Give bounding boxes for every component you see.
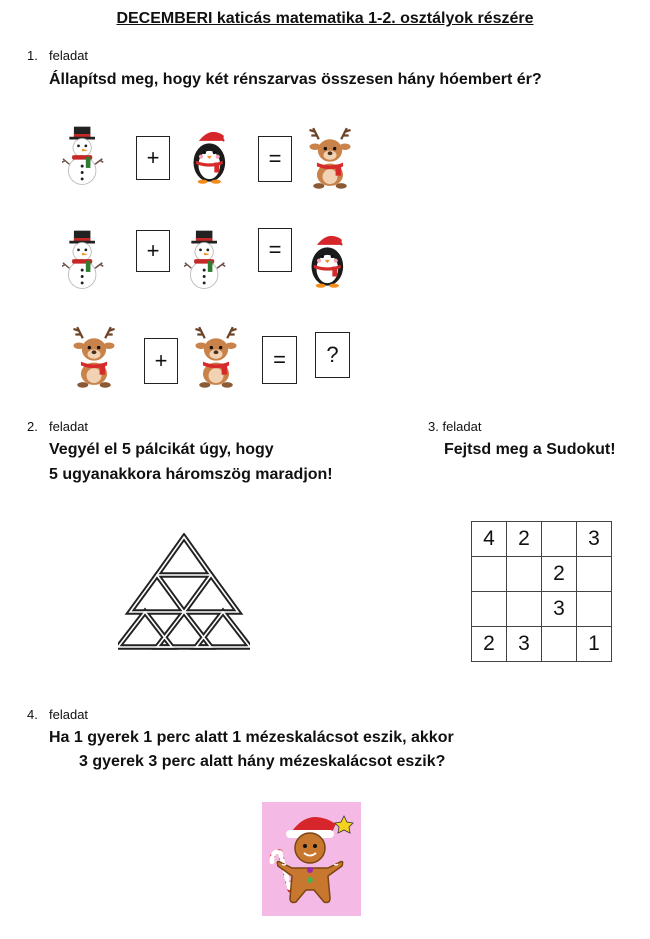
sudoku-cell[interactable]: 3 [577, 522, 612, 557]
task2-line2: 5 ugyanakkora háromszög maradjon! [49, 466, 333, 483]
task1-number: 1. [27, 48, 38, 63]
sudoku-cell[interactable]: 2 [507, 522, 542, 557]
sudoku-cell[interactable] [577, 557, 612, 592]
sudoku-cell[interactable] [577, 592, 612, 627]
sudoku-cell[interactable] [507, 592, 542, 627]
reindeer-icon [66, 320, 122, 392]
sudoku-cell[interactable] [472, 592, 507, 627]
sudoku-cell[interactable]: 1 [577, 627, 612, 662]
task2-number: 2. [27, 419, 38, 434]
sudoku-cell[interactable]: 3 [507, 627, 542, 662]
penguin-icon [304, 224, 354, 294]
equals-box: = [262, 336, 297, 384]
snowman-icon [184, 226, 239, 294]
sudoku-cell[interactable] [542, 522, 577, 557]
answer-box[interactable]: ? [315, 332, 350, 378]
sudoku-cell[interactable]: 2 [542, 557, 577, 592]
sudoku-cell[interactable] [507, 557, 542, 592]
plus-box: + [136, 230, 170, 272]
sudoku-row [472, 627, 612, 662]
task4-line1: Ha 1 gyerek 1 perc alatt 1 mézeskalácsot eszik, akkor [49, 729, 454, 746]
sudoku-row [472, 557, 612, 592]
plus-box: + [136, 136, 170, 180]
sudoku-row [472, 592, 612, 627]
equals-box: = [258, 228, 292, 272]
sudoku-cell[interactable] [542, 627, 577, 662]
task1-question: Állapítsd meg, hogy két rénszarvas összesen hány hóembert ér? [49, 71, 542, 88]
task4-label: feladat [49, 707, 89, 722]
sudoku-cell[interactable]: 4 [472, 522, 507, 557]
task1-label: feladat [49, 48, 89, 63]
reindeer-icon [302, 122, 358, 192]
sudoku-row [472, 522, 612, 557]
sudoku-cell[interactable]: 3 [542, 592, 577, 627]
task2-line1: Vegyél el 5 pálcikát úgy, hogy [49, 441, 274, 458]
task4-line2: 3 gyerek 3 perc alatt hány mézeskalácsot eszik? [79, 753, 446, 770]
page-title: DECEMBERI katicás matematika 1-2. osztályok részére [116, 10, 534, 27]
sudoku-cell[interactable]: 2 [472, 627, 507, 662]
sudoku-grid [471, 521, 612, 662]
snowman-icon [62, 122, 117, 190]
task4-number: 4. [27, 707, 38, 722]
task2-label: feladat [49, 419, 89, 434]
equals-box: = [258, 136, 292, 182]
gingerbread-icon [262, 802, 361, 916]
penguin-icon [186, 120, 236, 190]
task3-label: 3. feladat [428, 419, 482, 434]
reindeer-icon [188, 320, 244, 392]
plus-box: + [144, 338, 178, 384]
snowman-icon [62, 226, 117, 294]
sudoku-cell[interactable] [472, 557, 507, 592]
matchstick-triangle-figure [118, 533, 250, 651]
task3-question: Fejtsd meg a Sudokut! [444, 441, 616, 458]
